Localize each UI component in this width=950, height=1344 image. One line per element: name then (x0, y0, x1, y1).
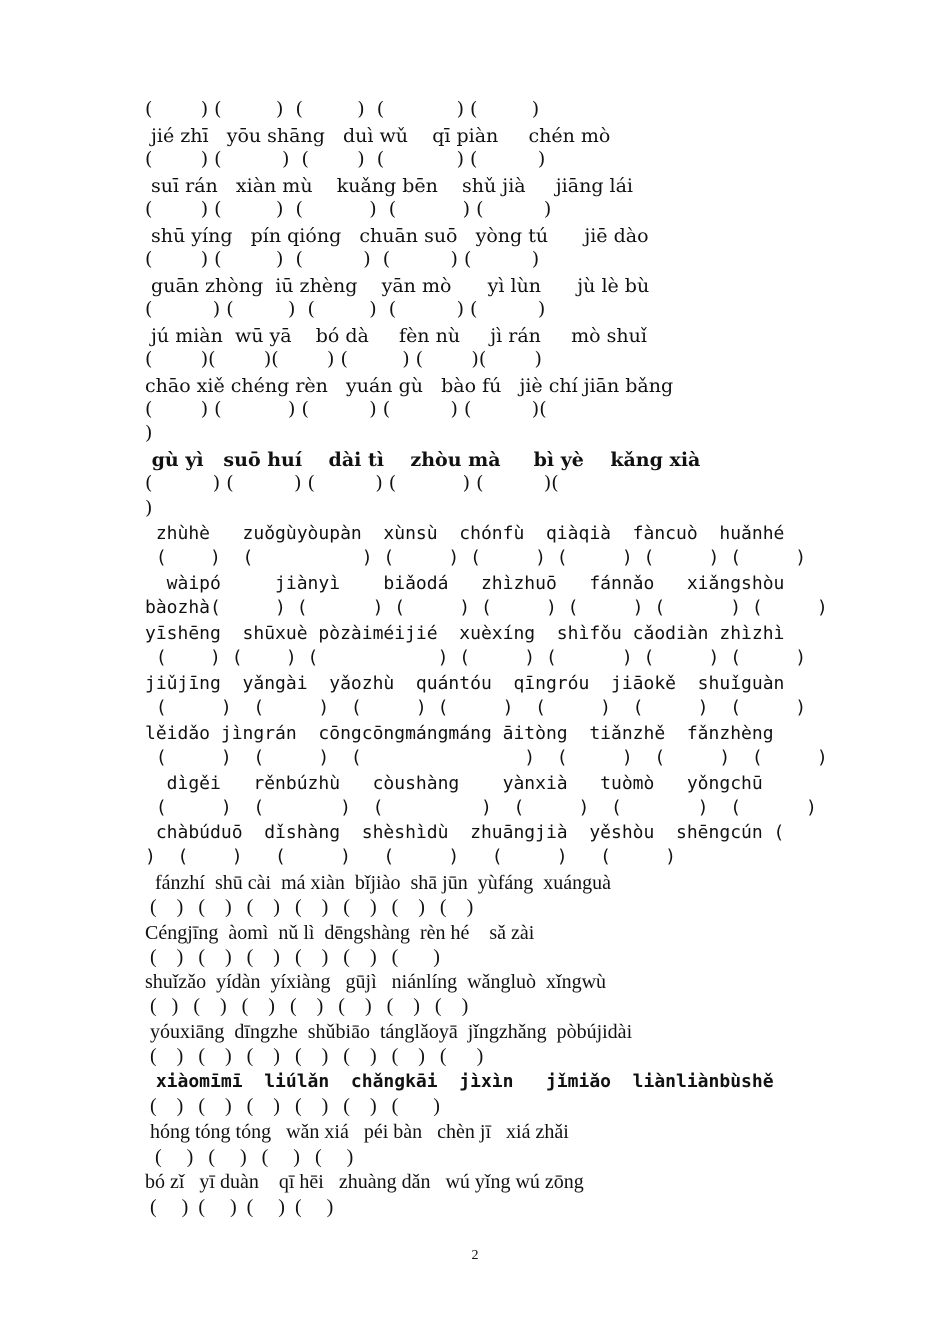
answer-blanks-row: ) ( ) ( ) ( ) ( ) ( ) (145, 846, 677, 867)
pinyin-row: lěidǎo jìngrán cōngcōngmángmáng āitòng tiǎnzhě fǎnzhèng (145, 723, 774, 744)
pinyin-row: wàipó jiànyì biǎodá zhìzhuō fánnǎo xiǎngshòu (145, 573, 785, 594)
pinyin-row: hóng tóng tóng wǎn xiá péi bàn chèn jī xiá zhǎi (145, 1121, 569, 1143)
pinyin-row: chàbúduō dǐshàng shèshìdù zhuāngjià yěshòu shēngcún ( (145, 822, 785, 843)
pinyin-row-bold: xiàomīmī liúlǎn chǎngkāi jìxìn jǐmiǎo liànliànbùshě (145, 1071, 774, 1092)
pinyin-row: jú miàn wū yā bó dà fèn nù jì rán mò shuǐ (145, 325, 647, 347)
answer-blanks-row: ( ) ( ) ( ) ( ) ( ) (145, 248, 540, 270)
answer-blanks-row: ( ) ( ) ( ) ( ) ( ) (145, 148, 546, 170)
pinyin-row: chāo xiě chéng rèn yuán gù bào fú jiè chí jiān bǎng (145, 375, 674, 397)
answer-blanks-row: ( ) ( ) ( ) ( ) ( ) ( ) (145, 946, 440, 968)
answer-blanks-row: ( ) ( ) ( ) ( ) ( ) (145, 298, 546, 320)
answer-blanks-row: ( ) ( ) ( ) ( ) ( )( (145, 472, 559, 494)
answer-blanks-row: ( ) ( ) ( ) ( ) ( ) (145, 198, 552, 220)
pinyin-row: dìgěi rěnbúzhù còushàng yànxià tuòmò yǒngchū (145, 773, 763, 794)
answer-blanks-row: ( ) ( ) ( ) ( ) ( ) ( ) ( ) (145, 896, 474, 918)
pinyin-row: jié zhī yōu shāng duì wǔ qī piàn chén mò (145, 125, 611, 147)
answer-blanks-row: ( ) ( ) ( ) ( ) ( ) ( ) ( ) (145, 697, 807, 718)
pinyin-row: guān zhòng iū zhèng yān mò yì lùn jù lè bù (145, 275, 650, 297)
answer-blanks-row: ( ) ( ) ( ) ( ) ( ) ( ) ( ) (145, 547, 807, 568)
pinyin-row: yīshēng shūxuè pòzàiméijié xuèxíng shìfǒu cǎodiàn zhìzhì (145, 623, 785, 644)
answer-blanks-row: ( ) ( ) ( ) ( ) ( ) ( ) ( ) (145, 995, 469, 1017)
pinyin-row: yóuxiāng dīngzhe shǔbiāo tánglǎoyā jǐngzhǎng pòbújidài (145, 1021, 633, 1043)
answer-blanks-row: ( ) ( ) ( ) ( ) ( ) (145, 98, 540, 120)
answer-blanks-row: ( ) ( ) ( ) ( ) ( ) ( ) (145, 797, 817, 818)
answer-blanks-row: ( )( )( ) ( ) ( )( ) (145, 348, 542, 370)
answer-blanks-row-wrap: ) (145, 497, 153, 519)
answer-blanks-row: ( ) ( ) ( ) ( ) ( ) ( ) ( ) (145, 647, 807, 668)
answer-blanks-row: ( ) ( ) ( ) ( ) (145, 1196, 334, 1218)
pinyin-row: shuǐzǎo yídàn yíxiàng gūjì niánlíng wǎngluò xǐngwù (145, 971, 607, 993)
answer-blanks-row: bàozhà( ) ( ) ( ) ( ) ( ) ( ) ( ) (145, 597, 828, 618)
answer-blanks-row: ( ) ( ) ( ) ( ) ( )( (145, 398, 547, 420)
answer-blanks-row: ( ) ( ) ( ) ( ) (145, 1146, 354, 1168)
answer-blanks-row: ( ) ( ) ( ) ( ) ( ) ( ) (145, 747, 828, 768)
pinyin-row: shū yíng pín qióng chuān suō yòng tú jiē dào (145, 225, 649, 247)
answer-blanks-row: ( ) ( ) ( ) ( ) ( ) ( ) (145, 1095, 440, 1117)
answer-blanks-row-wrap: ) (145, 422, 153, 444)
pinyin-row: jiǔjīng yǎngài yǎozhù quántóu qīngróu jiāokě shuǐguàn (145, 673, 785, 694)
page-number: 2 (471, 1248, 479, 1263)
pinyin-row: fánzhí shū cài má xiàn bǐjiào shā jūn yùfáng xuánguà (145, 872, 611, 894)
pinyin-row: bó zǐ yī duàn qī hēi zhuàng dǎn wú yǐng wú zōng (145, 1171, 584, 1193)
pinyin-row: zhùhè zuǒgùyòupàn xùnsù chónfù qiàqià fàncuò huǎnhé (145, 523, 785, 544)
pinyin-row-bold: gù yì suō huí dài tì zhòu mà bì yè kǎng xià (145, 449, 701, 471)
answer-blanks-row: ( ) ( ) ( ) ( ) ( ) ( ) ( ) (145, 1045, 484, 1067)
pinyin-row: suī rán xiàn mù kuǎng bēn shǔ jià jiāng lái (145, 175, 634, 197)
pinyin-row: Céngjīng àomì nǔ lì dēngshàng rèn hé sǎ zài (145, 922, 535, 944)
